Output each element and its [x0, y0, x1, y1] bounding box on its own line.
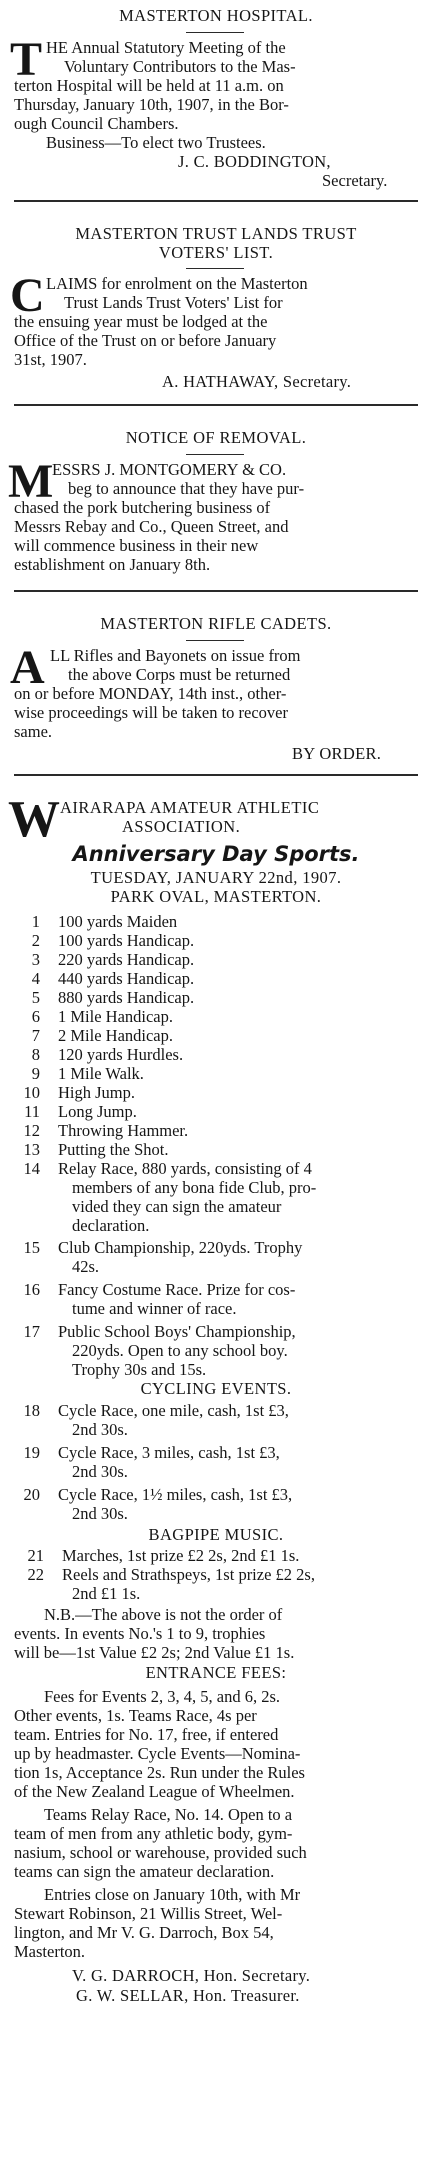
trust-line: Office of the Trust on or before January [14, 331, 277, 350]
nb-line: will be—1st Value £2 2s; 2nd Value £1 1s. [14, 1643, 295, 1662]
removal-line: Messrs Rebay and Co., Queen Street, and [14, 517, 289, 536]
hospital-line: HE Annual Statutory Meeting of the [46, 38, 286, 57]
event-text: 1 Mile Handicap. [58, 1007, 174, 1026]
event-text: Reels and Strathspeys, 1st prize £2 2s, [62, 1565, 315, 1584]
hospital-signer-role: Secretary. [322, 171, 388, 190]
event-text: 2nd £1 1s. [72, 1584, 141, 1603]
trust-dropcap: C [10, 269, 45, 322]
event-number: 21 [27, 1546, 44, 1565]
secretary-signature: V. G. DARROCH, Hon. Secretary. [72, 1966, 311, 1985]
event-text: Club Championship, 220yds. Trophy [58, 1238, 303, 1257]
removal-dropcap: M [8, 455, 54, 508]
event-text: tume and winner of race. [72, 1299, 237, 1318]
event-number: 22 [27, 1565, 44, 1584]
event-number: 14 [23, 1159, 40, 1178]
trust-line: Trust Lands Trust Voters' List for [64, 293, 283, 312]
treasurer-signature: G. W. SELLAR, Hon. Treasurer. [76, 1986, 300, 2005]
fee-line: Fees for Events 2, 3, 4, 5, and 6, 2s. [44, 1687, 281, 1706]
event-text: 42s. [72, 1257, 100, 1276]
event-text: Trophy 30s and 15s. [72, 1360, 207, 1379]
event-number: 7 [31, 1026, 40, 1045]
athletic-title: AIRARAPA AMATEUR ATHLETIC [60, 798, 320, 817]
removal-title: NOTICE OF REMOVAL. [125, 428, 307, 447]
event-text: Marches, 1st prize £2 2s, 2nd £1 1s. [62, 1546, 300, 1565]
nb-line: events. In events No.'s 1 to 9, trophies [14, 1624, 266, 1643]
event-number: 12 [23, 1121, 40, 1140]
teams-line: nasium, school or warehouse, provided such [14, 1843, 307, 1862]
fee-line: Other events, 1s. Teams Race, 4s per [14, 1706, 257, 1725]
event-text: High Jump. [58, 1083, 136, 1102]
event-text: 100 yards Maiden [58, 912, 178, 931]
athletic-dropcap: W [8, 791, 60, 848]
cadets-line: the above Corps must be returned [68, 665, 291, 684]
section-rule [14, 590, 418, 592]
event-number: 11 [24, 1102, 40, 1121]
event-text: 880 yards Handicap. [58, 988, 195, 1007]
trust-title: VOTERS' LIST. [158, 243, 274, 262]
fee-line: tion 1s, Acceptance 2s. Run under the Rules [14, 1763, 305, 1782]
event-text: 220 yards Handicap. [58, 950, 195, 969]
event-number: 1 [31, 912, 40, 931]
event-text: vided they can sign the amateur [72, 1197, 282, 1216]
event-number: 2 [31, 931, 40, 950]
event-number: 8 [31, 1045, 40, 1064]
event-number: 9 [31, 1064, 40, 1083]
event-number: 15 [23, 1238, 40, 1257]
event-text: members of any bona fide Club, pro- [72, 1178, 317, 1197]
cadets-line: wise proceedings will be taken to recover [14, 703, 288, 722]
hospital-business: Business—To elect two Trustees. [46, 133, 266, 152]
entries-line: Stewart Robinson, 21 Willis Street, Wel- [14, 1904, 283, 1923]
hospital-line: Thursday, January 10th, 1907, in the Bor- [14, 95, 289, 114]
event-text: 440 yards Handicap. [58, 969, 195, 988]
fee-line: up by headmaster. Cycle Events—Nomina- [14, 1744, 301, 1763]
cadets-line: LL Rifles and Bayonets on issue from [50, 646, 301, 665]
fee-line: team. Entries for No. 17, free, if entered [14, 1725, 279, 1744]
teams-line: teams can sign the amateur declaration. [14, 1862, 275, 1881]
entries-line: Masterton. [14, 1942, 86, 1961]
event-text: Cycle Race, one mile, cash, 1st £3, [58, 1401, 289, 1420]
event-text: 100 yards Handicap. [58, 931, 195, 950]
trust-line: 31st, 1907. [14, 350, 87, 369]
trust-line: the ensuing year must be lodged at the [14, 312, 268, 331]
event-text: 2nd 30s. [72, 1462, 128, 1481]
athletic-venue: PARK OVAL, MASTERTON. [110, 887, 322, 906]
fee-line: of the New Zealand League of Wheelmen. [14, 1782, 295, 1801]
event-number: 18 [23, 1401, 40, 1420]
fees-heading: ENTRANCE FEES: [145, 1663, 287, 1682]
cycling-heading: CYCLING EVENTS. [140, 1379, 292, 1398]
event-text: Putting the Shot. [58, 1140, 169, 1159]
event-text: Public School Boys' Championship, [58, 1322, 296, 1341]
hospital-dropcap: T [10, 33, 43, 86]
cadets-title: MASTERTON RIFLE CADETS. [100, 614, 332, 633]
entries-line: lington, and Mr V. G. Darroch, Box 54, [14, 1923, 274, 1942]
athletic-title: ASSOCIATION. [122, 817, 241, 836]
hospital-signer: J. C. BODDINGTON, [178, 152, 331, 171]
divider [186, 640, 244, 641]
event-text: Long Jump. [58, 1102, 137, 1121]
section-rule [14, 774, 418, 776]
cadets-dropcap: A [10, 641, 45, 694]
nb-line: N.B.—The above is not the order of [44, 1605, 283, 1624]
cadets-line: same. [14, 722, 53, 741]
hospital-line: terton Hospital will be held at 11 a.m. on [14, 76, 284, 95]
teams-line: team of men from any athletic body, gym- [14, 1824, 293, 1843]
removal-line: establishment on January 8th. [14, 555, 211, 574]
event-text: 120 yards Hurdles. [58, 1045, 184, 1064]
event-text: Cycle Race, 1½ miles, cash, 1st £3, [58, 1485, 293, 1504]
bagpipe-heading: BAGPIPE MUSIC. [148, 1525, 284, 1544]
divider [186, 454, 244, 455]
removal-line: beg to announce that they have pur- [68, 479, 305, 498]
section-rule [14, 404, 418, 406]
removal-line: ESSRS J. MONTGOMERY & CO. [52, 460, 287, 479]
cadets-signer: BY ORDER. [292, 744, 382, 763]
event-text: Cycle Race, 3 miles, cash, 1st £3, [58, 1443, 280, 1462]
removal-line: chased the pork butchering business of [14, 498, 271, 517]
event-number: 17 [23, 1322, 40, 1341]
athletic-banner: Anniversary Day Sports. [72, 842, 360, 866]
hospital-line: Voluntary Contributors to the Mas- [64, 57, 296, 76]
event-text: declaration. [72, 1216, 150, 1235]
event-number: 16 [23, 1280, 40, 1299]
event-text: 1 Mile Walk. [58, 1064, 144, 1083]
event-number: 6 [31, 1007, 40, 1026]
event-text: Throwing Hammer. [58, 1121, 189, 1140]
trust-signer: A. HATHAWAY, Secretary. [162, 372, 352, 391]
event-text: 2 Mile Handicap. [58, 1026, 174, 1045]
event-text: Fancy Costume Race. Prize for cos- [58, 1280, 296, 1299]
event-number: 20 [23, 1485, 40, 1504]
teams-line: Teams Relay Race, No. 14. Open to a [44, 1805, 293, 1824]
event-number: 5 [31, 988, 40, 1007]
event-number: 13 [23, 1140, 40, 1159]
entries-line: Entries close on January 10th, with Mr [44, 1885, 301, 1904]
event-text: 220yds. Open to any school boy. [72, 1341, 288, 1360]
divider [186, 32, 244, 33]
event-text: Relay Race, 880 yards, consisting of 4 [58, 1159, 312, 1178]
removal-line: will commence business in their new [14, 536, 259, 555]
event-number: 19 [23, 1443, 40, 1462]
section-rule [14, 200, 418, 202]
hospital-title: MASTERTON HOSPITAL. [119, 6, 313, 25]
event-number: 3 [31, 950, 40, 969]
athletic-date: TUESDAY, JANUARY 22nd, 1907. [90, 868, 342, 887]
trust-title: MASTERTON TRUST LANDS TRUST [75, 224, 357, 243]
trust-line: LAIMS for enrolment on the Masterton [46, 274, 308, 293]
event-number: 4 [31, 969, 40, 988]
event-text: 2nd 30s. [72, 1420, 128, 1439]
divider [186, 268, 244, 269]
hospital-line: ough Council Chambers. [14, 114, 179, 133]
event-number: 10 [23, 1083, 40, 1102]
cadets-line: on or before MONDAY, 14th inst., other- [14, 684, 287, 703]
event-text: 2nd 30s. [72, 1504, 128, 1523]
